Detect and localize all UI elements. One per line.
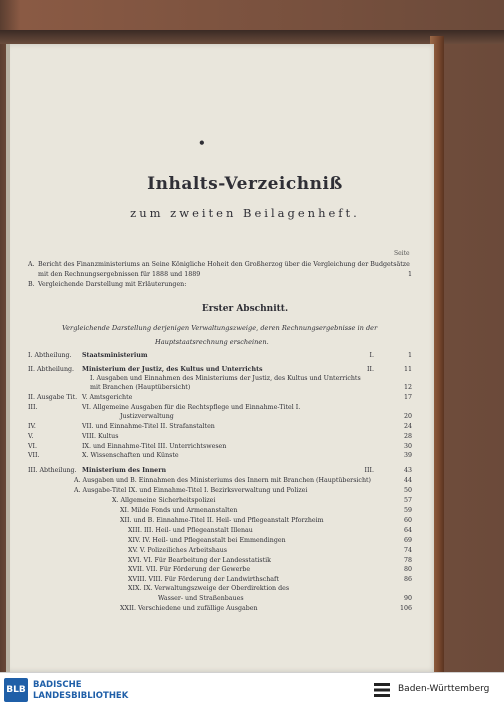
row-page: 90: [403, 595, 412, 602]
row-text: VII. und Einnahme-Titel II. Strafanstalten: [82, 423, 215, 430]
entry-page: 1: [407, 271, 412, 278]
row-page: 69: [403, 537, 412, 544]
blb-logo[interactable]: BLB: [4, 678, 28, 702]
page-title: Inhalts-Verzeichniß: [147, 174, 343, 194]
row-page: 17: [403, 394, 412, 401]
row-page: 43: [403, 467, 412, 474]
row-text: mit Branchen (Hauptübersicht): [90, 384, 191, 391]
row-page: 60: [403, 517, 412, 524]
row-page: 57: [403, 497, 412, 504]
row-text: IX. und Einnahme-Titel III. Unterrichtswesen: [82, 443, 227, 450]
row-text: VI. Allgemeine Ausgaben für die Rechtspflege und Einnahme-Titel I.: [82, 404, 301, 411]
row-text: XIX. IX. Verwaltungszweige der Oberdirektion des: [128, 585, 290, 592]
row-page: 59: [403, 507, 412, 514]
row-text: Ministerium des Innern: [82, 467, 167, 474]
section-intro-line1: Vergleichende Darstellung derjenigen Verwaltungszweige, deren Rechnungsergebnisse in der: [62, 324, 378, 332]
row-text: V. Amtsgerichte: [82, 394, 133, 401]
row-page: 28: [403, 433, 412, 440]
row-text: A. Ausgabe-Titel IX. und Einnahme-Titel I. Bezirksverwaltung und Polizei: [74, 487, 308, 494]
row-page: 74: [403, 547, 412, 554]
row-numeral: II.: [367, 366, 374, 373]
seite-label: Seite: [394, 250, 410, 257]
row-lead: III.: [28, 404, 38, 411]
row-page: 86: [403, 576, 412, 583]
coat-of-arms-icon: [372, 680, 392, 700]
row-page: 39: [403, 452, 412, 459]
row-text: XXII. Verschiedene und zufällige Ausgaben: [120, 605, 258, 612]
row-lead: VI.: [28, 443, 38, 450]
row-lead: II. Abtheilung.: [28, 366, 75, 373]
row-text: XIII. III. Heil- und Pflegeanstalt Illenau: [128, 527, 253, 534]
row-page: 80: [403, 566, 412, 573]
entry-text: Vergleichende Darstellung mit Erläuterungen:: [38, 281, 187, 288]
row-page: 50: [403, 487, 412, 494]
row-text: XV. V. Polizeiliches Arbeitshaus: [128, 547, 227, 554]
row-text: XVIII. VIII. Für Förderung der Landwirthschaft: [128, 576, 279, 583]
row-text: A. Ausgaben und B. Einnahmen des Ministeriums des Innern mit Branchen (Hauptübersicht): [74, 477, 372, 484]
row-page: 24: [403, 423, 412, 430]
row-text: X. Wissenschaften und Künste: [82, 452, 179, 459]
row-page: 106: [399, 605, 412, 612]
page-subtitle: zum zweiten Beilagenheft.: [130, 206, 360, 220]
row-text: XVI. VI. Für Bearbeitung der Landesstatistik: [128, 557, 271, 564]
state-name: Baden-Württemberg: [398, 684, 490, 694]
book-top-edge: [0, 30, 504, 44]
row-page: 20: [403, 413, 412, 420]
row-text: XVII. VII. Für Förderung der Gewerbe: [128, 566, 251, 573]
row-text: Justizverwaltung: [120, 413, 174, 420]
entry-lead: B.: [28, 281, 35, 288]
entry-text: mit den Rechnungsergebnissen für 1888 und 1889: [38, 271, 201, 278]
row-text: Ministerium der Justiz, des Kultus und Unterrichts: [82, 366, 263, 373]
section-intro-line2: Hauptstaatsrechnung erscheinen.: [155, 338, 269, 346]
entry-text: Bericht des Finanzministeriums an Seine Königliche Hoheit den Großherzog über die Vergleichung der Budgetsätze: [38, 261, 410, 268]
row-text: X. Allgemeine Sicherheitspolizei: [112, 497, 216, 504]
row-lead: IV.: [28, 423, 36, 430]
row-text: XIV. IV. Heil- und Pflegeanstalt bei Emmendingen: [128, 537, 286, 544]
row-text: Wasser- und Straßenbaues: [158, 595, 244, 602]
row-text: XI. Milde Fonds und Armenanstalten: [120, 507, 238, 514]
row-text: XII. und B. Einnahme-Titel II. Heil- und Pflegeanstalt Pforzheim: [120, 517, 324, 524]
row-page: 64: [403, 527, 412, 534]
row-page: 1: [407, 352, 412, 359]
row-lead: III. Abtheilung.: [28, 467, 77, 474]
row-text: Staatsministerium: [82, 352, 148, 359]
row-page: 12: [403, 384, 412, 391]
section-title: Erster Abschnitt.: [201, 304, 289, 314]
row-page: 44: [403, 477, 412, 484]
footer-bar: [0, 672, 504, 706]
row-lead: II. Ausgabe Tit.: [28, 394, 78, 401]
row-text: I. Ausgaben und Einnahmen des Ministeriums der Justiz, des Kultus und Unterrichts: [90, 375, 361, 382]
page-marker: •: [198, 136, 206, 150]
row-numeral: I.: [369, 352, 374, 359]
row-text: VIII. Kultus: [82, 433, 119, 440]
row-page: 30: [403, 443, 412, 450]
row-lead: V.: [28, 433, 34, 440]
row-page: 78: [403, 557, 412, 564]
library-name-line1: BADISCHE: [33, 680, 82, 690]
row-numeral: III.: [364, 467, 374, 474]
library-name-line2: LANDESBIBLIOTHEK: [33, 691, 129, 701]
row-lead: VII.: [28, 452, 40, 459]
row-page: 11: [403, 366, 412, 373]
page-gutter: [6, 44, 10, 672]
entry-lead: A.: [28, 261, 35, 268]
row-lead: I. Abtheilung.: [28, 352, 72, 359]
